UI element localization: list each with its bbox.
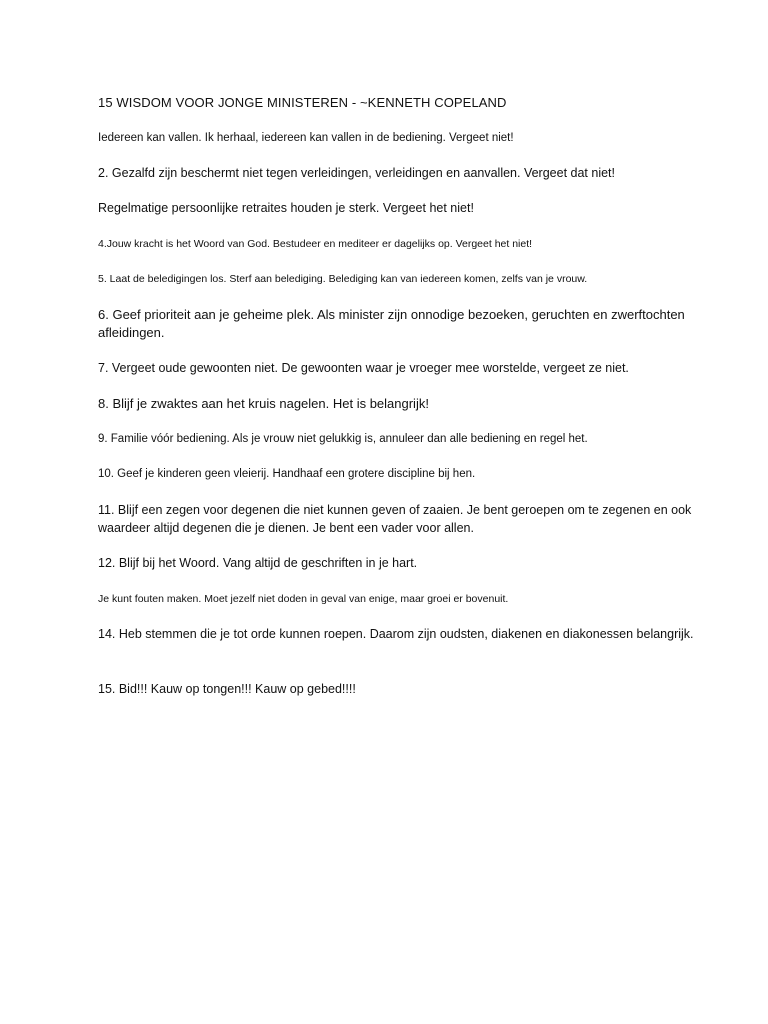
paragraph-2: 2. Gezalfd zijn beschermt niet tegen verleidingen, verleidingen en aanvallen. Vergeet dat niet! (98, 166, 615, 180)
paragraph-6: 6. Geef prioriteit aan je geheime plek. Als minister zijn onnodige bezoeken, geruchten en zwerftochten afleidingen. (98, 307, 685, 340)
paragraph-3: Regelmatige persoonlijke retraites houden je sterk. Vergeet het niet! (98, 201, 474, 215)
paragraph-12: 12. Blijf bij het Woord. Vang altijd de geschriften in je hart. (98, 556, 418, 570)
paragraph-8: 8. Blijf je zwaktes aan het kruis nagelen. Het is belangrijk! (98, 396, 429, 411)
paragraph-5: 5. Laat de beledigingen los. Sterf aan belediging. Belediging kan van iedereen komen, zelfs van je vrouw. (98, 273, 588, 285)
paragraph-13: Je kunt fouten maken. Moet jezelf niet doden in geval van enige, maar groei er bovenuit. (98, 593, 509, 605)
paragraph-15: 15. Bid!!! Kauw op tongen!!! Kauw op gebed!!!! (98, 682, 356, 696)
paragraph-4: 4.Jouw kracht is het Woord van God. Bestudeer en mediteer er dagelijks op. Vergeet het niet! (98, 238, 533, 250)
paragraph-1: Iedereen kan vallen. Ik herhaal, iedereen kan vallen in de bediening. Vergeet niet! (98, 132, 514, 144)
paragraph-7: 7. Vergeet oude gewoonten niet. De gewoonten waar je vroeger mee worstelde, vergeet ze niet. (98, 361, 629, 375)
paragraph-9: 9. Familie vóór bediening. Als je vrouw niet gelukkig is, annuleer dan alle bediening en regel het. (98, 433, 588, 445)
document-title: 15 WISDOM VOOR JONGE MINISTEREN - ~KENNETH COPELAND (98, 95, 507, 110)
paragraph-14: 14. Heb stemmen die je tot orde kunnen roepen. Daarom zijn oudsten, diakenen en diakonessen belangrijk. (98, 627, 694, 641)
paragraph-10: 10. Geef je kinderen geen vleierij. Handhaaf een grotere discipline bij hen. (98, 468, 476, 480)
paragraph-11: 11. Blijf een zegen voor degenen die niet kunnen geven of zaaien. Je bent geroepen om te zegenen en ook waardeer altijd degenen die je dienen. Je bent een vader voor allen. (98, 503, 692, 535)
